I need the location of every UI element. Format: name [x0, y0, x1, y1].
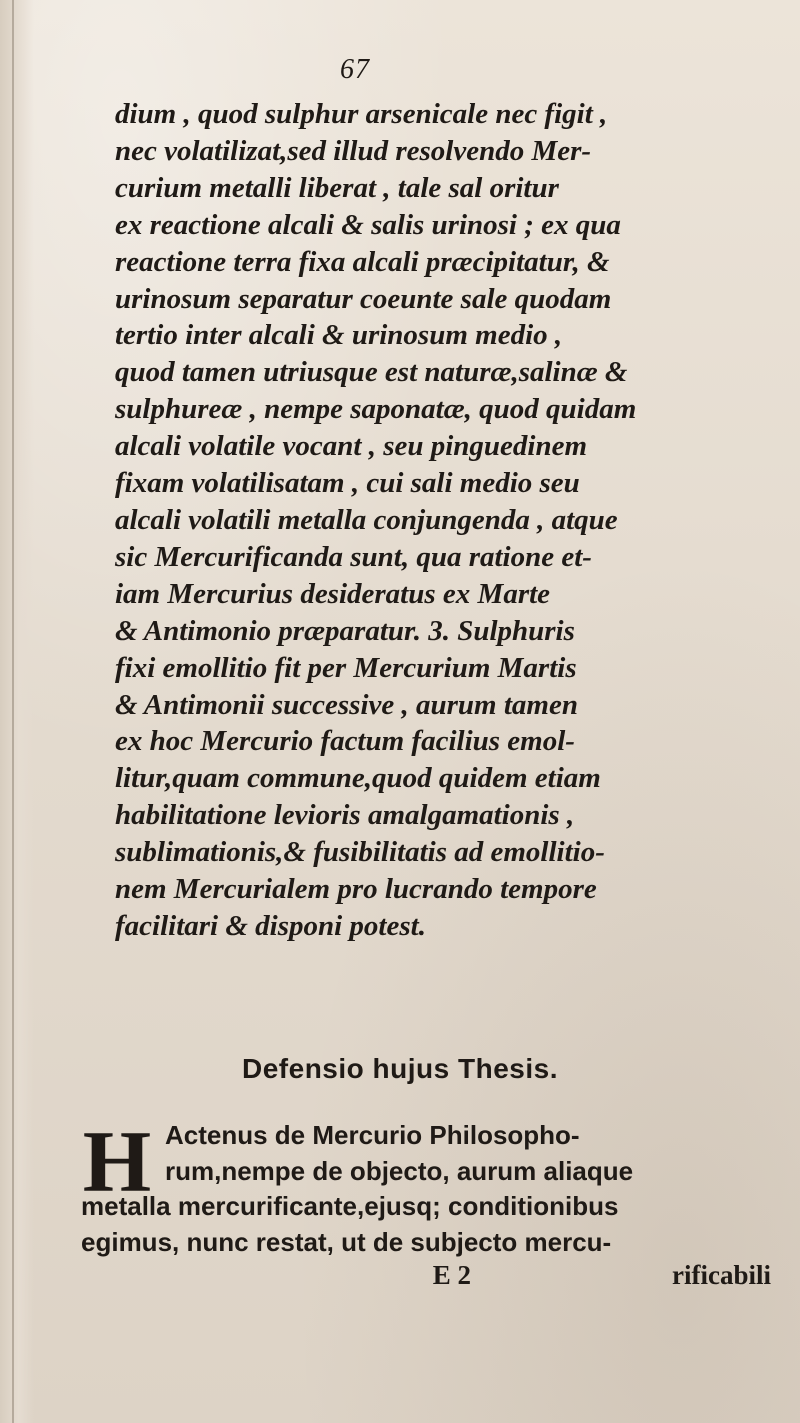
paragraph-line: fixam volatilisatam , cui sali medio seu	[115, 467, 580, 500]
paragraph-line: sublimationis,& fusibilitatis ad emollitio-	[115, 836, 605, 869]
paragraph-line: alcali volatili metalla conjungenda , atque	[115, 503, 618, 536]
main-paragraph	[115, 96, 765, 945]
paragraph-line: ex reactione alcali & salis urinosi ; ex qua	[115, 208, 621, 241]
paragraph-line: curium metalli liberat , tale sal oritur	[115, 171, 559, 204]
signature-mark: E 2	[432, 1260, 471, 1290]
roman-line: rum,nempe de objecto, aurum aliaque	[165, 1155, 634, 1186]
catchword: rificabili	[672, 1260, 771, 1290]
paragraph-line: litur,quam commune,quod quidem etiam	[115, 762, 601, 795]
page-gutter	[0, 0, 34, 1423]
drop-cap: H	[82, 1114, 152, 1211]
paragraph-line: iam Mercurius desideratus ex Marte	[115, 577, 551, 610]
paragraph-line: habilitatione levioris amalgamationis ,	[115, 799, 575, 832]
roman-line: metalla mercurificante,ejusq; conditionibus	[81, 1191, 619, 1221]
roman-line: Actenus de Mercurio Philosopho-	[165, 1120, 580, 1150]
paragraph-line: reactione terra fixa alcali præcipitatur, &	[115, 245, 610, 278]
section-heading: Defensio hujus Thesis.	[242, 1053, 558, 1084]
roman-line: egimus, nunc restat, ut de subjecto mercu-	[81, 1226, 612, 1257]
paragraph-line: nem Mercurialem pro lucrando tempore	[115, 873, 597, 906]
paragraph-line: urinosum separatur coeunte sale quodam	[115, 282, 612, 315]
paragraph-line: & Antimonii successive , aurum tamen	[115, 688, 578, 721]
catchline	[81, 1260, 771, 1291]
paragraph-line: ex hoc Mercurio factum facilius emol-	[115, 725, 575, 758]
paragraph-line: nec volatilizat,sed illud resolvendo Mer-	[115, 134, 592, 167]
paragraph-line: facilitari & disponi potest.	[115, 909, 426, 942]
paragraph-line: sulphureæ , nempe saponatæ, quod quidam	[115, 393, 637, 426]
paragraph-line: & Antimonio præparatur. 3. Sulphuris	[115, 614, 575, 647]
paragraph-line: alcali volatile vocant , seu pinguedinem	[115, 430, 588, 463]
paragraph-line: tertio inter alcali & urinosum medio ,	[115, 319, 563, 352]
opening-paragraph	[81, 1114, 771, 1291]
page-number: 67	[340, 54, 370, 85]
paragraph-line: quod tamen utriusque est naturæ,salinæ &	[115, 356, 628, 389]
paragraph-line: sic Mercurificanda sunt, qua ratione et-	[115, 540, 592, 573]
paragraph-line: fixi emollitio fit per Mercurium Martis	[115, 651, 577, 684]
paragraph-line: dium , quod sulphur arsenicale nec figit ,	[115, 98, 608, 130]
